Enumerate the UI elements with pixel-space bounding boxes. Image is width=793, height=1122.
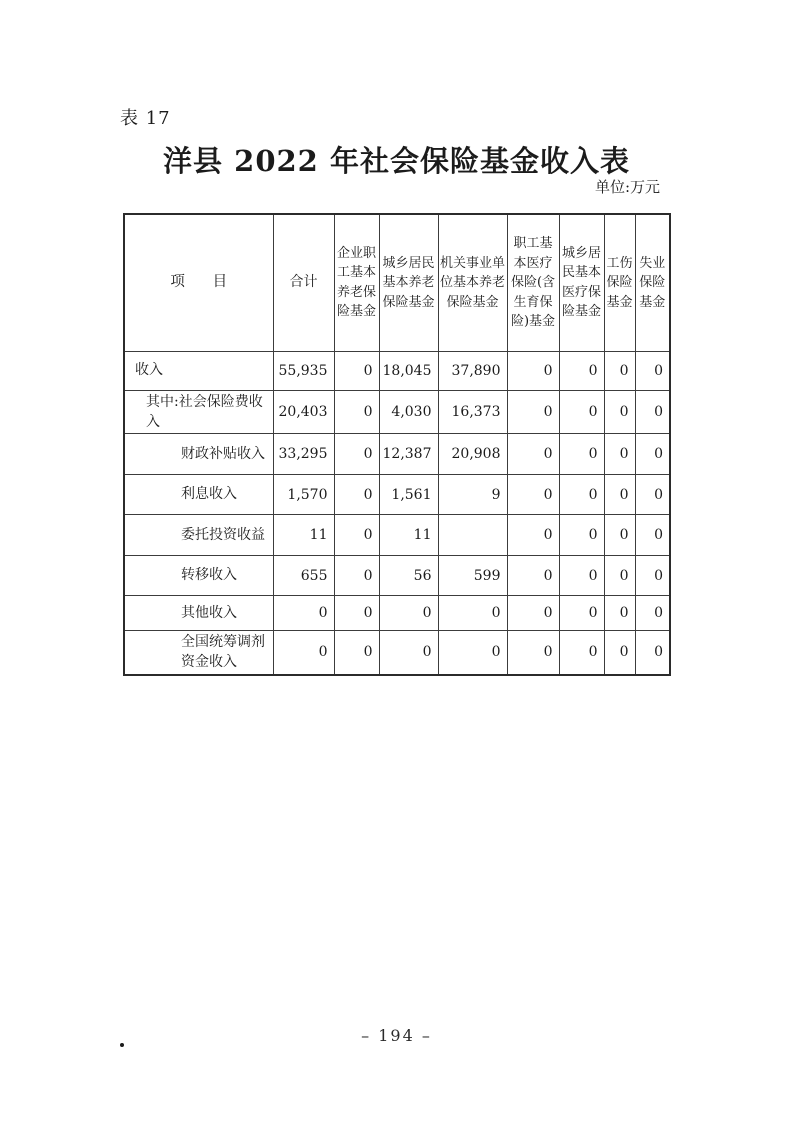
cell-value: 0 [334,556,379,596]
cell-value: 0 [604,556,635,596]
cell-value: 0 [635,596,670,631]
cell-value: 0 [507,475,559,515]
row-item-label: 财政补贴收入 [124,434,273,475]
cell-value: 0 [334,631,379,675]
cell-value: 37,890 [438,351,507,390]
column-header-employee-medical: 职工基本医疗保险(含生育保险)基金 [507,214,559,351]
cell-value: 599 [438,556,507,596]
cell-value: 0 [379,596,438,631]
cell-value: 0 [604,515,635,556]
cell-value: 0 [334,351,379,390]
cell-value: 0 [438,631,507,675]
cell-value: 0 [635,631,670,675]
column-header-unemployment: 失业保险基金 [635,214,670,351]
cell-value: 0 [559,475,604,515]
stray-dot-mark [120,1043,124,1047]
cell-value: 56 [379,556,438,596]
cell-value: 0 [273,631,334,675]
cell-value: 0 [559,515,604,556]
cell-value: 0 [438,596,507,631]
cell-value: 16,373 [438,390,507,434]
cell-value: 0 [559,434,604,475]
cell-value: 33,295 [273,434,334,475]
cell-value: 0 [334,434,379,475]
cell-value: 0 [334,390,379,434]
cell-value: 0 [604,351,635,390]
table-row [124,631,670,675]
cell-value: 1,570 [273,475,334,515]
column-header-item: 项 目 [124,214,273,351]
cell-value: 0 [507,351,559,390]
table-row [124,475,670,515]
social-insurance-income-table [123,213,671,676]
table-row [124,390,670,434]
cell-value: 0 [273,596,334,631]
cell-value: 0 [635,475,670,515]
cell-value: 0 [507,556,559,596]
cell-value: 0 [334,515,379,556]
column-header-resident-pension: 城乡居民基本养老保险基金 [379,214,438,351]
cell-value: 11 [273,515,334,556]
row-item-label: 其中:社会保险费收入 [124,390,273,434]
row-item-label: 委托投资收益 [124,515,273,556]
cell-value: 0 [507,596,559,631]
row-item-label: 转移收入 [124,556,273,596]
cell-value: 0 [507,390,559,434]
column-header-govt-pension: 机关事业单位基本养老保险基金 [438,214,507,351]
unit-note: 单位:万元 [594,178,660,196]
table-header-row [124,214,670,351]
cell-value: 0 [635,434,670,475]
column-header-injury: 工伤保险基金 [604,214,635,351]
cell-value: 9 [438,475,507,515]
cell-value: 0 [507,434,559,475]
row-item-label: 其他收入 [124,596,273,631]
cell-value: 20,908 [438,434,507,475]
cell-value: 0 [559,390,604,434]
cell-value: 0 [334,596,379,631]
cell-value: 0 [559,631,604,675]
cell-value: 0 [559,351,604,390]
table-row [124,515,670,556]
cell-value: 0 [635,351,670,390]
table-row [124,434,670,475]
cell-value: 20,403 [273,390,334,434]
cell-value: 0 [604,596,635,631]
cell-value: 12,387 [379,434,438,475]
cell-value: 0 [635,515,670,556]
cell-value: 0 [604,434,635,475]
cell-value: 0 [635,556,670,596]
cell-value: 11 [379,515,438,556]
cell-value: 55,935 [273,351,334,390]
table-row [124,596,670,631]
cell-value: 0 [334,475,379,515]
cell-value: 0 [379,631,438,675]
cell-value: 0 [559,556,604,596]
page-number: – 194 – [361,1026,432,1045]
cell-value: 0 [507,515,559,556]
cell-value: 0 [604,475,635,515]
row-item-label: 利息收入 [124,475,273,515]
table-row [124,556,670,596]
row-item-label: 收入 [124,351,273,390]
cell-value: 0 [604,390,635,434]
column-header-total: 合计 [273,214,334,351]
cell-value: 4,030 [379,390,438,434]
cell-value: 0 [559,596,604,631]
column-header-enterprise-pension: 企业职工基本养老保险基金 [334,214,379,351]
cell-value: 0 [507,631,559,675]
column-header-resident-medical: 城乡居民基本医疗保险基金 [559,214,604,351]
row-item-label: 全国统筹调剂资金收入 [124,631,273,675]
cell-value: 18,045 [379,351,438,390]
cell-value: 0 [635,390,670,434]
table-number-label: 表 17 [120,108,171,129]
page-title: 洋县 2022 年社会保险基金收入表 [163,144,630,178]
table-row [124,351,670,390]
cell-value [438,515,507,556]
cell-value: 655 [273,556,334,596]
cell-value: 0 [604,631,635,675]
cell-value: 1,561 [379,475,438,515]
